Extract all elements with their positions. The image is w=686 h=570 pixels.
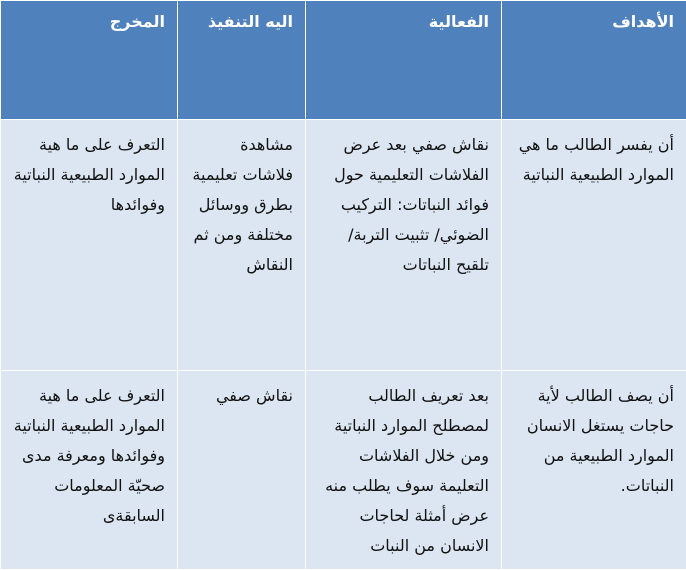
cell-text: التعرف على ما هية الموارد الطبيعية النباتية وفوائدها ومعرفة مدى صحيّة المعلومات السابقةى bbox=[13, 381, 165, 531]
cell-outcome bbox=[1, 120, 178, 371]
header-activity: الفعالية bbox=[306, 1, 502, 120]
cell-text: أن يصف الطالب لأية حاجات يستغل الانسان الموارد الطبيعية من النباتات. bbox=[514, 381, 674, 501]
cell-activity bbox=[306, 371, 502, 570]
header-outcome: المخرج bbox=[1, 1, 178, 120]
cell-implementation bbox=[178, 371, 306, 570]
cell-text: نقاش صفي بعد عرض الفلاشات التعليمية حول فوائد النباتات: التركيب الضوئي/ تثبيت التربة/ تلقيح النباتات bbox=[318, 130, 489, 280]
cell-text: بعد تعريف الطالب لمصطلح الموارد النباتية ومن خلال الفلاشات التعليمة سوف يطلب منه عرض أمثلة لحاجات الانسان من النبات bbox=[318, 381, 489, 561]
cell-text: نقاش صفي bbox=[190, 381, 293, 411]
cell-text: التعرف على ما هية الموارد الطبيعية النباتية وفوائدها bbox=[13, 130, 165, 220]
header-implementation: اليه التنفيذ bbox=[178, 1, 306, 120]
table-row bbox=[1, 120, 686, 371]
cell-goal bbox=[502, 120, 686, 371]
cell-activity bbox=[306, 120, 502, 371]
cell-text: أن يفسر الطالب ما هي الموارد الطبيعية النباتية bbox=[514, 130, 674, 190]
table-row bbox=[1, 371, 686, 570]
cell-implementation bbox=[178, 120, 306, 371]
cell-text: مشاهدة فلاشات تعليمية بطرق ووسائل مختلفة ومن ثم النقاش bbox=[190, 130, 293, 280]
header-goals: الأهداف bbox=[502, 1, 686, 120]
cell-goal bbox=[502, 371, 686, 570]
cell-outcome bbox=[1, 371, 178, 570]
table-header-row bbox=[1, 1, 686, 120]
